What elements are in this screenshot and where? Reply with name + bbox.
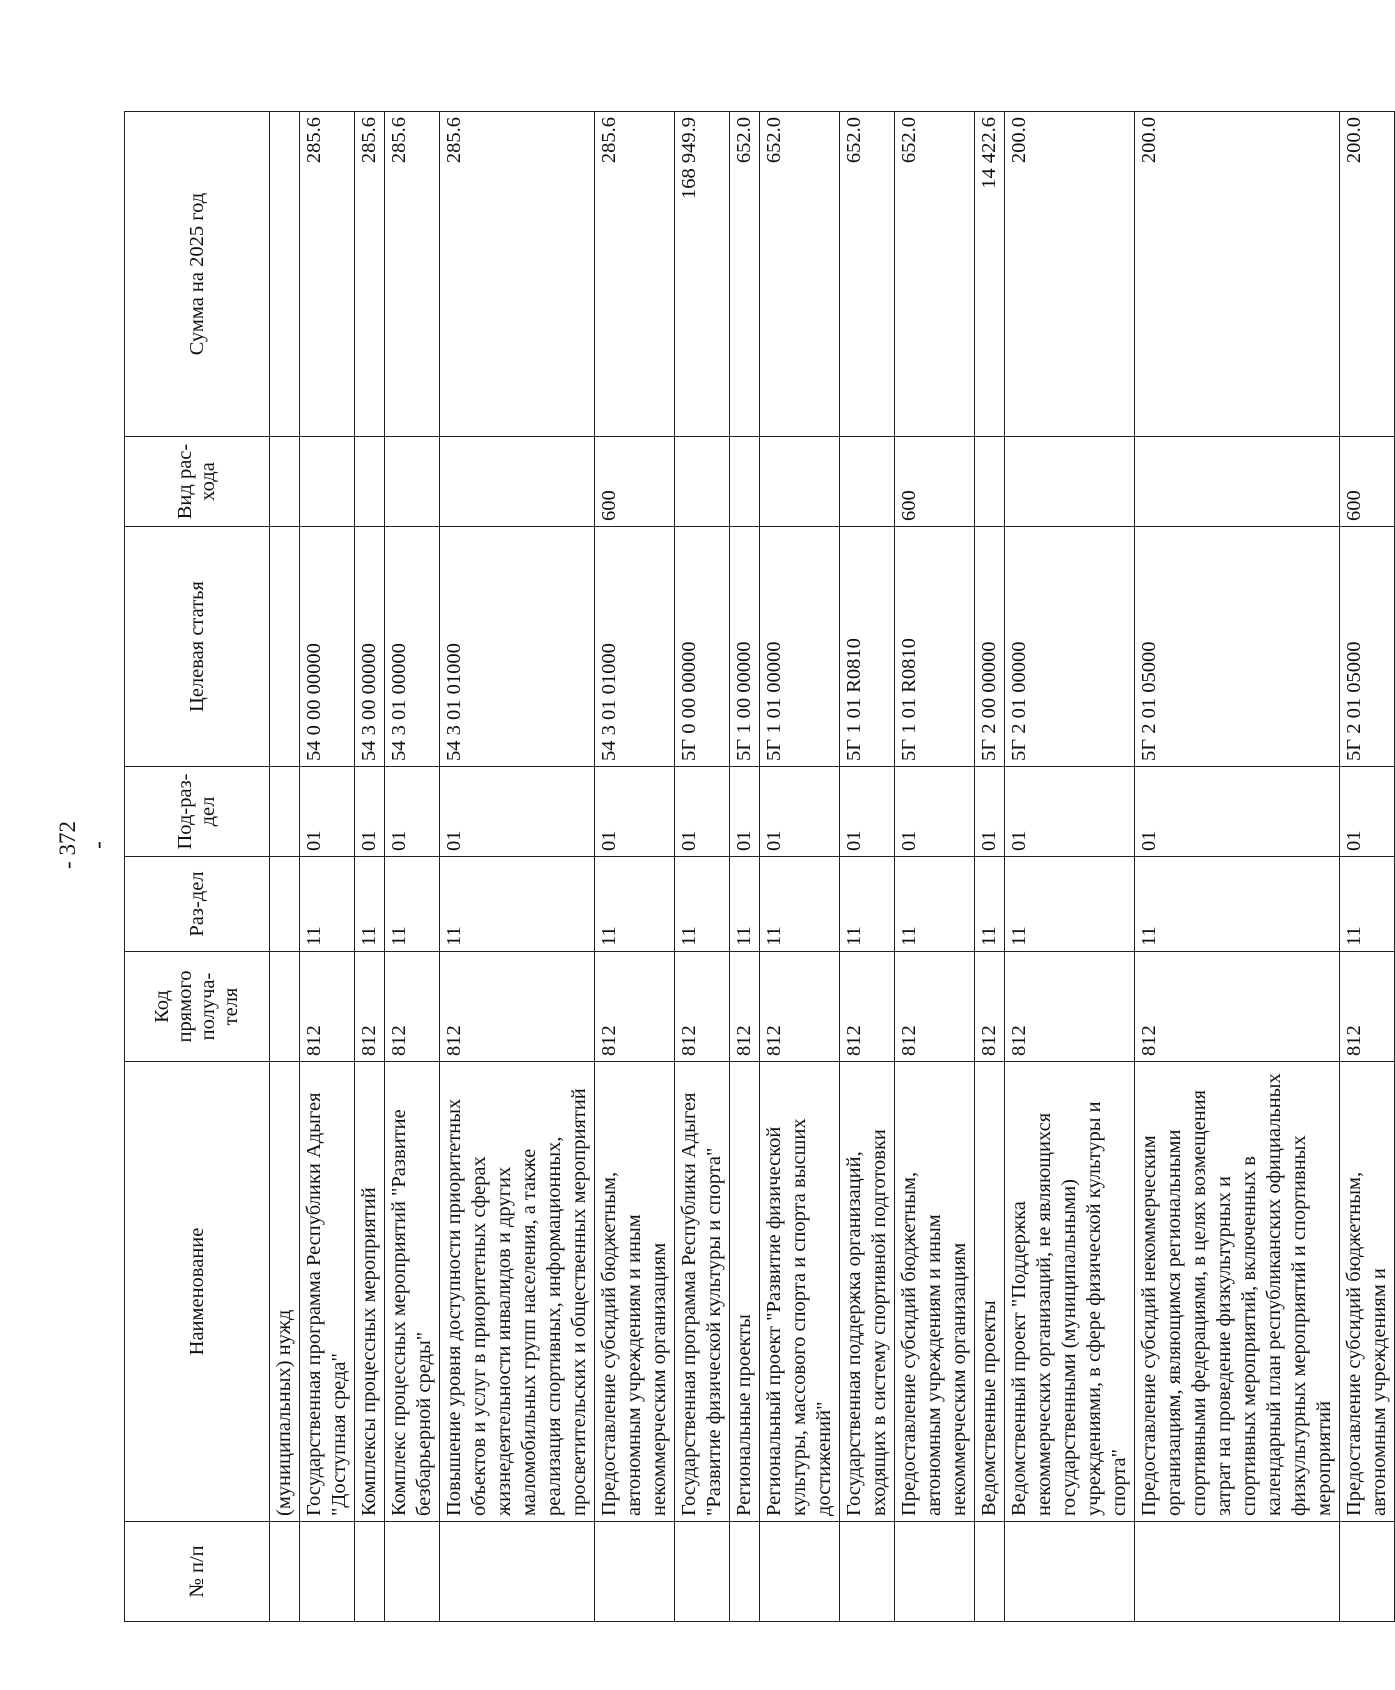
cell-expense-type [840, 437, 895, 527]
cell-sum: 285.6 [385, 112, 440, 437]
cell-target-article [270, 527, 300, 767]
cell-recipient-code: 812 [975, 952, 1005, 1062]
cell-expense-type [975, 437, 1005, 527]
table-row [300, 112, 355, 1622]
cell-sum: 652.0 [760, 112, 840, 437]
cell-sum: 285.6 [300, 112, 355, 437]
cell-subsection: 01 [1340, 767, 1395, 857]
cell-num [975, 1522, 1005, 1622]
cell-expense-type [355, 437, 385, 527]
cell-target-article: 5Г 1 01 00000 [760, 527, 840, 767]
cell-recipient-code: 812 [1005, 952, 1135, 1062]
cell-name: Комплекс процессных мероприятий "Развитие безбарьерной среды" [385, 1062, 440, 1522]
cell-target-article: 5Г 1 00 00000 [730, 527, 760, 767]
cell-expense-type: 600 [595, 437, 675, 527]
cell-name: Повышение уровня доступности приоритетных объектов и услуг в приоритетных сферах жизнедеятельности инвалидов и других маломобильных групп населения, а также реализация спортивных, информационных, просветительских и общественных мероприятий [440, 1062, 595, 1522]
header-expense-type: Вид рас-хода [125, 437, 270, 527]
cell-num [440, 1522, 595, 1622]
cell-subsection: 01 [300, 767, 355, 857]
header-num: № п/п [125, 1522, 270, 1622]
cell-recipient-code: 812 [300, 952, 355, 1062]
cell-expense-type [440, 437, 595, 527]
cell-subsection: 01 [760, 767, 840, 857]
cell-expense-type [300, 437, 355, 527]
cell-num [270, 1522, 300, 1622]
cell-subsection: 01 [730, 767, 760, 857]
cell-num [1005, 1522, 1135, 1622]
table-row [675, 112, 730, 1622]
cell-section: 11 [730, 857, 760, 952]
cell-expense-type [385, 437, 440, 527]
table-row [440, 112, 595, 1622]
cell-expense-type [1005, 437, 1135, 527]
cell-num [760, 1522, 840, 1622]
cell-name: (муниципальных) нужд [270, 1062, 300, 1522]
cell-subsection: 01 [355, 767, 385, 857]
cell-section: 11 [840, 857, 895, 952]
cell-sum: 652.0 [895, 112, 975, 437]
cell-section: 11 [760, 857, 840, 952]
table-row [595, 112, 675, 1622]
cell-sum: 652.0 [730, 112, 760, 437]
cell-section: 11 [355, 857, 385, 952]
cell-expense-type [760, 437, 840, 527]
cell-recipient-code: 812 [440, 952, 595, 1062]
cell-name: Комплексы процессных мероприятий [355, 1062, 385, 1522]
cell-subsection: 01 [440, 767, 595, 857]
cell-name: Предоставление субсидий бюджетным, автономным учреждениям и иным некоммерческим организациям [595, 1062, 675, 1522]
table-row [1340, 112, 1395, 1622]
cell-subsection: 01 [840, 767, 895, 857]
cell-name: Региональный проект "Развитие физической культуры, массового спорта и спорта высших достижений" [760, 1062, 840, 1522]
cell-target-article: 5Г 2 00 00000 [975, 527, 1005, 767]
cell-num [895, 1522, 975, 1622]
cell-target-article: 54 0 00 00000 [300, 527, 355, 767]
cell-sum: 285.6 [355, 112, 385, 437]
cell-section: 11 [1340, 857, 1395, 952]
header-name: Наименование [125, 1062, 270, 1522]
cell-sum: 285.6 [595, 112, 675, 437]
cell-name: Предоставление субсидий бюджетным, автономным учреждениям и [1340, 1062, 1395, 1522]
cell-target-article: 5Г 2 01 05000 [1340, 527, 1395, 767]
cell-subsection: 01 [595, 767, 675, 857]
table-body [270, 112, 1395, 1622]
cell-recipient-code [270, 952, 300, 1062]
cell-target-article: 54 3 00 00000 [355, 527, 385, 767]
cell-target-article: 5Г 2 01 00000 [1005, 527, 1135, 767]
cell-target-article: 5Г 0 00 00000 [675, 527, 730, 767]
header-target-article: Целевая статья [125, 527, 270, 767]
cell-subsection: 01 [895, 767, 975, 857]
header-sum-2025: Сумма на 2025 год [125, 112, 270, 437]
table-row [385, 112, 440, 1622]
cell-num [730, 1522, 760, 1622]
cell-subsection [270, 767, 300, 857]
cell-recipient-code: 812 [760, 952, 840, 1062]
cell-num [675, 1522, 730, 1622]
cell-sum: 652.0 [840, 112, 895, 437]
budget-table [124, 111, 1395, 1622]
cell-subsection: 01 [1005, 767, 1135, 857]
cell-sum: 200.0 [1135, 112, 1340, 437]
cell-sum: 285.6 [440, 112, 595, 437]
cell-name: Предоставление субсидий некоммерческим организациям, являющимся региональными спортивными федерациями, в целях возмещения затрат на проведение физкультурных и спортивных мероприятий, включенных в календарный план республиканских официальных физкультурных мероприятий и спортивных мероприятий [1135, 1062, 1340, 1522]
cell-target-article: 5Г 1 01 R0810 [895, 527, 975, 767]
cell-subsection: 01 [385, 767, 440, 857]
cell-expense-type [675, 437, 730, 527]
cell-num [595, 1522, 675, 1622]
cell-target-article: 54 3 01 01000 [440, 527, 595, 767]
cell-section: 11 [440, 857, 595, 952]
cell-name: Ведомственные проекты [975, 1062, 1005, 1522]
cell-target-article: 5Г 1 01 R0810 [840, 527, 895, 767]
cell-recipient-code: 812 [675, 952, 730, 1062]
cell-subsection: 01 [675, 767, 730, 857]
cell-name: Государственная программа Республики Адыгея "Развитие физической культуры и спорта" [675, 1062, 730, 1522]
cell-section: 11 [675, 857, 730, 952]
cell-section [270, 857, 300, 952]
cell-sum: 168 949.9 [675, 112, 730, 437]
page-number: - 372 - [55, 821, 110, 869]
cell-recipient-code: 812 [840, 952, 895, 1062]
cell-recipient-code: 812 [595, 952, 675, 1062]
cell-expense-type: 600 [1340, 437, 1395, 527]
cell-section: 11 [595, 857, 675, 952]
cell-name: Государственная программа Республики Адыгея "Доступная среда" [300, 1062, 355, 1522]
table-row [270, 112, 300, 1622]
table-row [975, 112, 1005, 1622]
cell-section: 11 [300, 857, 355, 952]
cell-num [300, 1522, 355, 1622]
cell-recipient-code: 812 [385, 952, 440, 1062]
cell-target-article: 5Г 2 01 05000 [1135, 527, 1340, 767]
table-row [730, 112, 760, 1622]
cell-recipient-code: 812 [1340, 952, 1395, 1062]
cell-expense-type [270, 437, 300, 527]
cell-num [355, 1522, 385, 1622]
cell-num [1135, 1522, 1340, 1622]
cell-section: 11 [1005, 857, 1135, 952]
cell-section: 11 [385, 857, 440, 952]
table-row [355, 112, 385, 1622]
table-row [1135, 112, 1340, 1622]
cell-recipient-code: 812 [1135, 952, 1340, 1062]
cell-num [385, 1522, 440, 1622]
header-section: Раз-дел [125, 857, 270, 952]
table-row [895, 112, 975, 1622]
cell-sum: 200.0 [1340, 112, 1395, 437]
cell-name: Государственная поддержка организаций, входящих в систему спортивной подготовки [840, 1062, 895, 1522]
cell-name: Предоставление субсидий бюджетным, автономным учреждениям и иным некоммерческим организациям [895, 1062, 975, 1522]
cell-num [840, 1522, 895, 1622]
header-subsection: Под-раз-дел [125, 767, 270, 857]
cell-target-article: 54 3 01 00000 [385, 527, 440, 767]
cell-sum: 14 422.6 [975, 112, 1005, 437]
cell-expense-type [1135, 437, 1340, 527]
cell-expense-type [730, 437, 760, 527]
cell-name: Ведомственный проект "Поддержка некоммерческих организаций, не являющихся государственными (муниципальными) учреждениями, в сфере физической культуры и спорта" [1005, 1062, 1135, 1522]
cell-name: Региональные проекты [730, 1062, 760, 1522]
header-recipient-code: Код прямого получа-теля [125, 952, 270, 1062]
table-row [760, 112, 840, 1622]
cell-section: 11 [975, 857, 1005, 952]
cell-recipient-code: 812 [730, 952, 760, 1062]
cell-section: 11 [1135, 857, 1340, 952]
budget-table-rotated [124, 112, 1390, 1622]
table-row [1005, 112, 1135, 1622]
cell-expense-type: 600 [895, 437, 975, 527]
cell-num [1340, 1522, 1395, 1622]
table-row [840, 112, 895, 1622]
cell-sum: 200.0 [1005, 112, 1135, 437]
cell-recipient-code: 812 [355, 952, 385, 1062]
cell-target-article: 54 3 01 01000 [595, 527, 675, 767]
cell-subsection: 01 [1135, 767, 1340, 857]
cell-recipient-code: 812 [895, 952, 975, 1062]
cell-section: 11 [895, 857, 975, 952]
cell-sum [270, 112, 300, 437]
table-header-row [125, 112, 270, 1622]
cell-subsection: 01 [975, 767, 1005, 857]
